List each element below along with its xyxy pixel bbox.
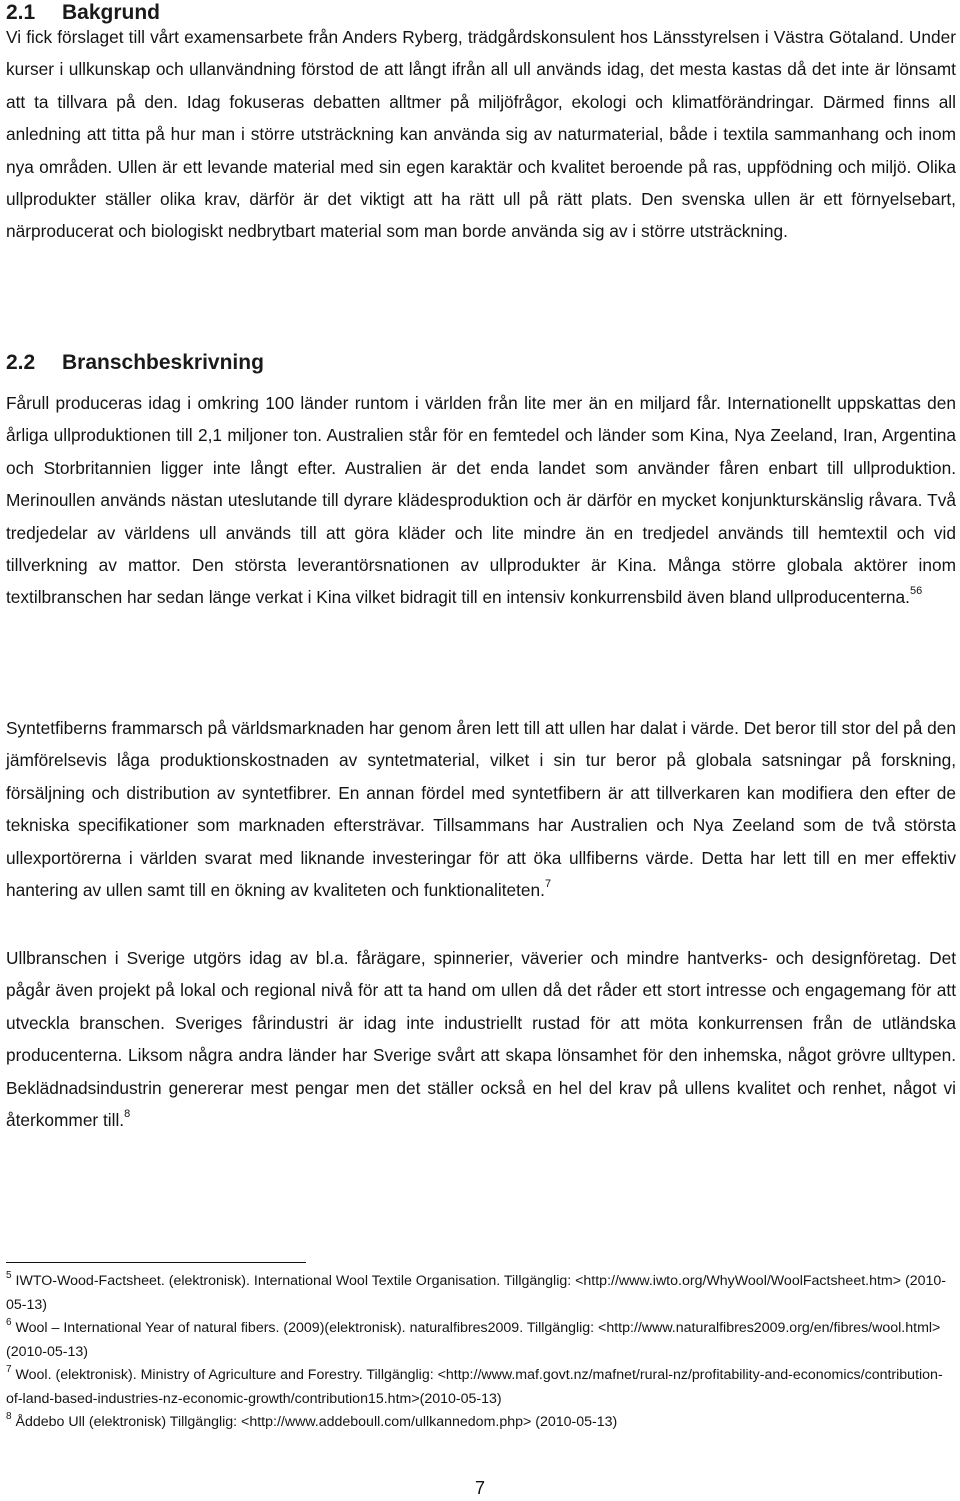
footnote [6, 1411, 956, 1435]
section-number: 2.1 [6, 1, 36, 24]
footnote-text: Åddebo Ull (elektronisk) Tillgänglig: <http://www.addeboull.com/ullkannedom.php> (2010-05-13) [15, 1414, 618, 1430]
section-heading-branschbeskrivning [6, 350, 264, 376]
paragraph-text: Syntetfiberns frammarsch på världsmarknaden har genom åren lett till att ullen har dalat i värde. Det beror till stor del på den jämförelsevis låga produktionskostnaden av syntetmaterial, vilket i sin tur beror på globala satsningar på forskning, försäljning och distribution av syntetfibrer. En annan fördel med syntetfibern är att tillverkaren kan modifiera den efter de tekniska specifikationer som marknaden eftersträvar. Tillsammans har Australien och Nya Zeeland som de två största ullexportörerna i världen svarat med liknande investeringar för att öka ullfiberns värde. Detta har lett till en mer effektiv hantering av ullen samt till en ökning av kvaliteten och funktionaliteten. [6, 718, 956, 901]
paragraph-text: Ullbranschen i Sverige utgörs idag av bl.a. fårägare, spinnerier, väverier och mindre hantverks- och designföretag. Det pågår även projekt på lokal och regional nivå för att ta hand om ullen då det råder ett stort intresse och engagemang för att utveckla branschen. Sveriges fårindustri är idag inte industriellt rustad för att möta konkurrensen från de utländska producenterna. Liksom några andra länder har Sverige svårt att skapa lönsamhet för den inhemska, något grövre ulltypen. Beklädnadsindustrin genererar mest pengar men det ställer också en hel del krav på ullens kvalitet och renhet, något vi återkommer till. [6, 948, 956, 1131]
footnote-ref: 7 [544, 878, 552, 891]
footnote-mark: 6 [6, 1317, 12, 1328]
footnote-text: IWTO-Wood-Factsheet. (elektronisk). International Wool Textile Organisation. Tillgänglig: <http://www.iwto.org/WhyWool/WoolFactsheet.htm> (2010-05-13) [6, 1273, 946, 1313]
footnote [6, 1317, 956, 1364]
footnote-text: Wool – International Year of natural fibers. (2009)(elektronisk). naturalfibres2009. Tillgänglig: <http://www.naturalfibres2009.org/en/fibres/wool.html> (2010-05-13) [6, 1320, 941, 1360]
footnote-ref: 8 [124, 1108, 131, 1121]
footnote-mark: 8 [6, 1411, 12, 1422]
section-title: Branschbeskrivning [62, 351, 264, 374]
footnote-ref: 56 [909, 585, 923, 598]
paragraph-bakgrund: Vi fick förslaget till vårt examensarbete från Anders Ryberg, trädgårdskonsulent hos Länsstyrelsen i Västra Götaland. Under kurser i ullkunskap och ullanvändning förstod de att långt ifrån all ull används idag, det mesta kastas då det inte är lönsamt att ta tillvara på den. Idag fokuseras debatten alltmer på miljöfrågor, ekologi och klimatförändringar. Därmed finns all anledning att titta på hur man i större utsträckning kan använda sig av naturmaterial, både i textila sammanhang och inom nya områden. Ullen är ett levande material med sin egen karaktär och kvalitet beroende på ras, uppfödning och miljö. Olika ullprodukter ställer olika krav, därför är det viktigt att ha rätt ull på rätt plats. Den svenska ullen är ett förnyelsebart, närproducerat och biologiskt nedbrytbart material som man borde använda sig av i större utsträckning. [6, 27, 956, 242]
footnote-divider [6, 1262, 306, 1263]
footnote-mark: 5 [6, 1270, 12, 1281]
paragraph-branschbeskrivning-1 [6, 387, 956, 614]
footnote [6, 1364, 956, 1411]
paragraph-branschbeskrivning-3 [6, 942, 956, 1136]
paragraph-text: Fårull produceras idag i omkring 100 länder runtom i världen från lite mer än en miljard får. Internationellt uppskattas den årliga ullproduktionen till 2,1 miljoner ton. Australien står för en femtedel och länder som Kina, Nya Zeeland, Iran, Argentina och Storbritannien ligger inte långt efter. Australien är det enda landet som använder fåren enbart till ullproduktion. Merinoullen används nästan uteslutande till dyrare klädesproduktion och är därför en mycket konjunkturskänslig råvara. Två tredjedelar av världens ull används till att göra kläder och lite mindre än en tredjedel används till hemtextil och vid tillverkning av mattor. Den största leverantörsnationen av ullprodukter är Kina. Många större globala aktörer inom textilbranschen har sedan länge verkat i Kina vilket bidragit till en intensiv konkurrensbild även bland ullproducenterna. [6, 393, 956, 608]
footnotes [6, 1270, 956, 1435]
page-number: 7 [474, 1478, 485, 1498]
footnote-text: Wool. (elektronisk). Ministry of Agriculture and Forestry. Tillgänglig: <http://www.maf.govt.nz/mafnet/rural-nz/profitability-and-economics/contribution-of-land-based-industries-nz-economic-growth/contribution15.htm>(2010-05-13) [6, 1367, 943, 1407]
paragraph-branschbeskrivning-2 [6, 712, 956, 906]
footnote [6, 1270, 956, 1317]
footnote-mark: 7 [6, 1364, 12, 1375]
section-number: 2.2 [6, 351, 36, 374]
section-title: Bakgrund [62, 1, 161, 24]
